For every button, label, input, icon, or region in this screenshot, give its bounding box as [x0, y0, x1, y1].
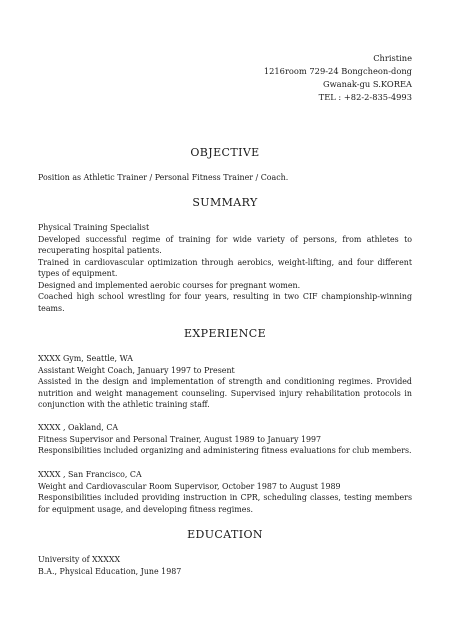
- job-role: Fitness Supervisor and Personal Trainer, August 1989 to January 1997: [38, 434, 322, 444]
- objective-text: Position as Athletic Trainer / Personal Fitness Trainer / Coach.: [38, 173, 289, 182]
- experience-job-2: [38, 422, 412, 457]
- job-description: Responsibilities included providing instruction in CPR, scheduling classes, testing members for equipment usage, and developing fitness regimes.: [38, 493, 412, 514]
- education-heading: EDUCATION: [187, 528, 263, 541]
- job-role: Assistant Weight Coach, January 1997 to Present: [38, 365, 235, 375]
- summary-heading: SUMMARY: [192, 196, 258, 209]
- contact-address-line1: 1216room 729-24 Bongcheon-dong: [263, 66, 412, 76]
- job-role: Weight and Cardiovascular Room Supervisor, October 1987 to August 1989: [38, 481, 341, 491]
- summary-item: Designed and implemented aerobic courses for pregnant women.: [38, 280, 301, 290]
- experience-job-1: [38, 353, 412, 411]
- contact-phone: TEL : +82-2-835-4993: [318, 92, 412, 102]
- summary-section: [38, 222, 412, 314]
- summary-title: Physical Training Specialist: [38, 223, 150, 232]
- education-school: University of XXXXX: [38, 555, 121, 564]
- education-degree: B.A., Physical Education, June 1987: [38, 566, 182, 576]
- summary-item: Developed successful regime of training for wide variety of persons, from athletes to recuperating hospital patients.: [38, 234, 412, 255]
- job-employer: XXXX , San Francisco, CA: [38, 470, 142, 479]
- summary-item: Trained in cardiovascular optimization through aerobics, weight-lifting, and four different types of equipment.: [38, 257, 412, 278]
- contact-name: Christine: [373, 53, 412, 63]
- summary-item: Coached high school wrestling for four years, resulting in two CIF championship-winning teams.: [38, 292, 412, 313]
- experience-heading: EXPERIENCE: [183, 327, 267, 340]
- contact-block: [264, 52, 412, 104]
- contact-address-line2: Gwanak-gu S.KOREA: [322, 79, 412, 89]
- objective-section: [38, 172, 412, 184]
- job-employer: XXXX , Oakland, CA: [38, 423, 119, 432]
- objective-heading: OBJECTIVE: [190, 146, 260, 159]
- job-description: Assisted in the design and implementation of strength and conditioning regimes. Provided nutrition and weight management counseling. Supervised injury rehabilitation protocols in conjunction with the athletic training staff.: [38, 377, 412, 409]
- job-employer: XXXX Gym, Seattle, WA: [38, 354, 133, 363]
- experience-job-3: [38, 469, 412, 515]
- education-section: [38, 554, 412, 577]
- job-description: Responsibilities included organizing and administering fitness evaluations for club members.: [38, 446, 412, 455]
